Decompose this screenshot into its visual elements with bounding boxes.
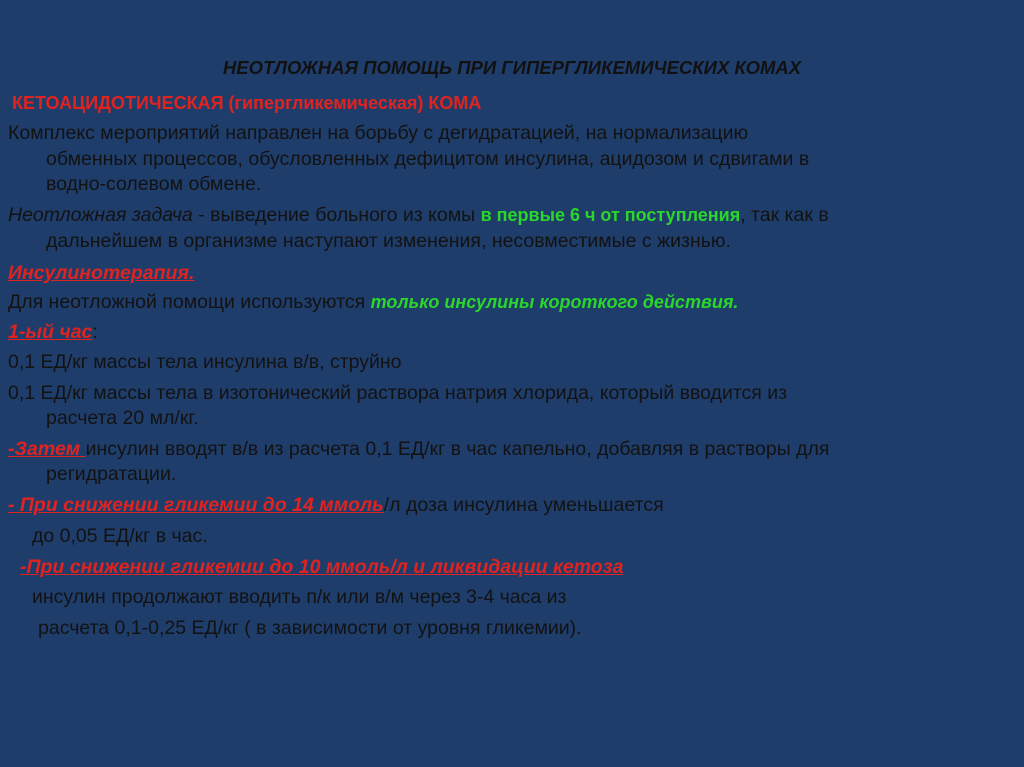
reduce-red: - При снижении гликемии до 14 ммоль — [8, 494, 384, 516]
para2-highlight: в первые 6 ч от поступления — [480, 205, 741, 225]
para2-text2: , так как в — [740, 204, 829, 226]
continue-red: -При снижении гликемии до 10 ммоль/л и ликвидации кетоза — [20, 556, 624, 578]
subtitle — [12, 91, 481, 115]
para2-line2: дальнейшем в организме наступают изменения, несовместимые с жизнью. — [46, 230, 731, 252]
then-line2: регидратации. — [46, 463, 177, 485]
hour1-row — [8, 320, 98, 344]
reduce-line2: до 0,05 ЕД/кг в час. — [32, 525, 208, 547]
dose2-line2: расчета 20 мл/кг. — [46, 407, 199, 429]
hour1-heading: 1-ый час — [8, 321, 93, 343]
dose1: 0,1 ЕД/кг массы тела инсулина в/в, струйно — [8, 351, 402, 373]
continue-heading-row — [20, 555, 623, 579]
reduce-text: /л доза инсулина уменьшается — [383, 494, 664, 516]
para3-text: Для неотложной помощи используются — [8, 291, 371, 313]
para3-line — [8, 290, 738, 314]
para3-highlight: только инсулины короткого действия. — [370, 292, 739, 312]
hour1-colon: : — [92, 321, 98, 343]
reduce-line1 — [8, 493, 664, 517]
para1-line2: обменных процессов, обусловленных дефицитом инсулина, ацидозом и сдвигами в — [46, 148, 810, 170]
subtitle-text: КЕТОАЦИДОТИЧЕСКАЯ (гипергликемическая) КОМА — [12, 93, 482, 113]
then-prefix: -Затем — [8, 438, 86, 460]
para1-line1: Комплекс мероприятий направлен на борьбу с дегидратацией, на нормализацию — [8, 122, 749, 144]
continue-line1: инсулин продолжают вводить п/к или в/м через 3-4 часа из — [32, 586, 567, 608]
para2-line1 — [8, 203, 829, 227]
slide-title: НЕОТЛОЖНАЯ ПОМОЩЬ ПРИ ГИПЕРГЛИКЕМИЧЕСКИХ КОМАХ — [222, 57, 802, 78]
insulin-heading: Инсулинотерапия. — [8, 262, 195, 284]
insulin-heading-row — [8, 261, 194, 285]
para2-italic: Неотложная задача — [8, 204, 193, 226]
para1-line3: водно-солевом обмене. — [46, 173, 262, 195]
then-line1 — [8, 437, 829, 461]
then-text: инсулин вводят в/в из расчета 0,1 ЕД/кг в час капельно, добавляя в растворы для — [85, 438, 830, 460]
para2-text1: - выведение больного из комы — [192, 204, 481, 226]
continue-line2: расчета 0,1-0,25 ЕД/кг ( в зависимости от уровня гликемии). — [38, 617, 582, 639]
dose2-line1: 0,1 ЕД/кг массы тела в изотонический раствора натрия хлорида, который вводится из — [8, 382, 788, 404]
